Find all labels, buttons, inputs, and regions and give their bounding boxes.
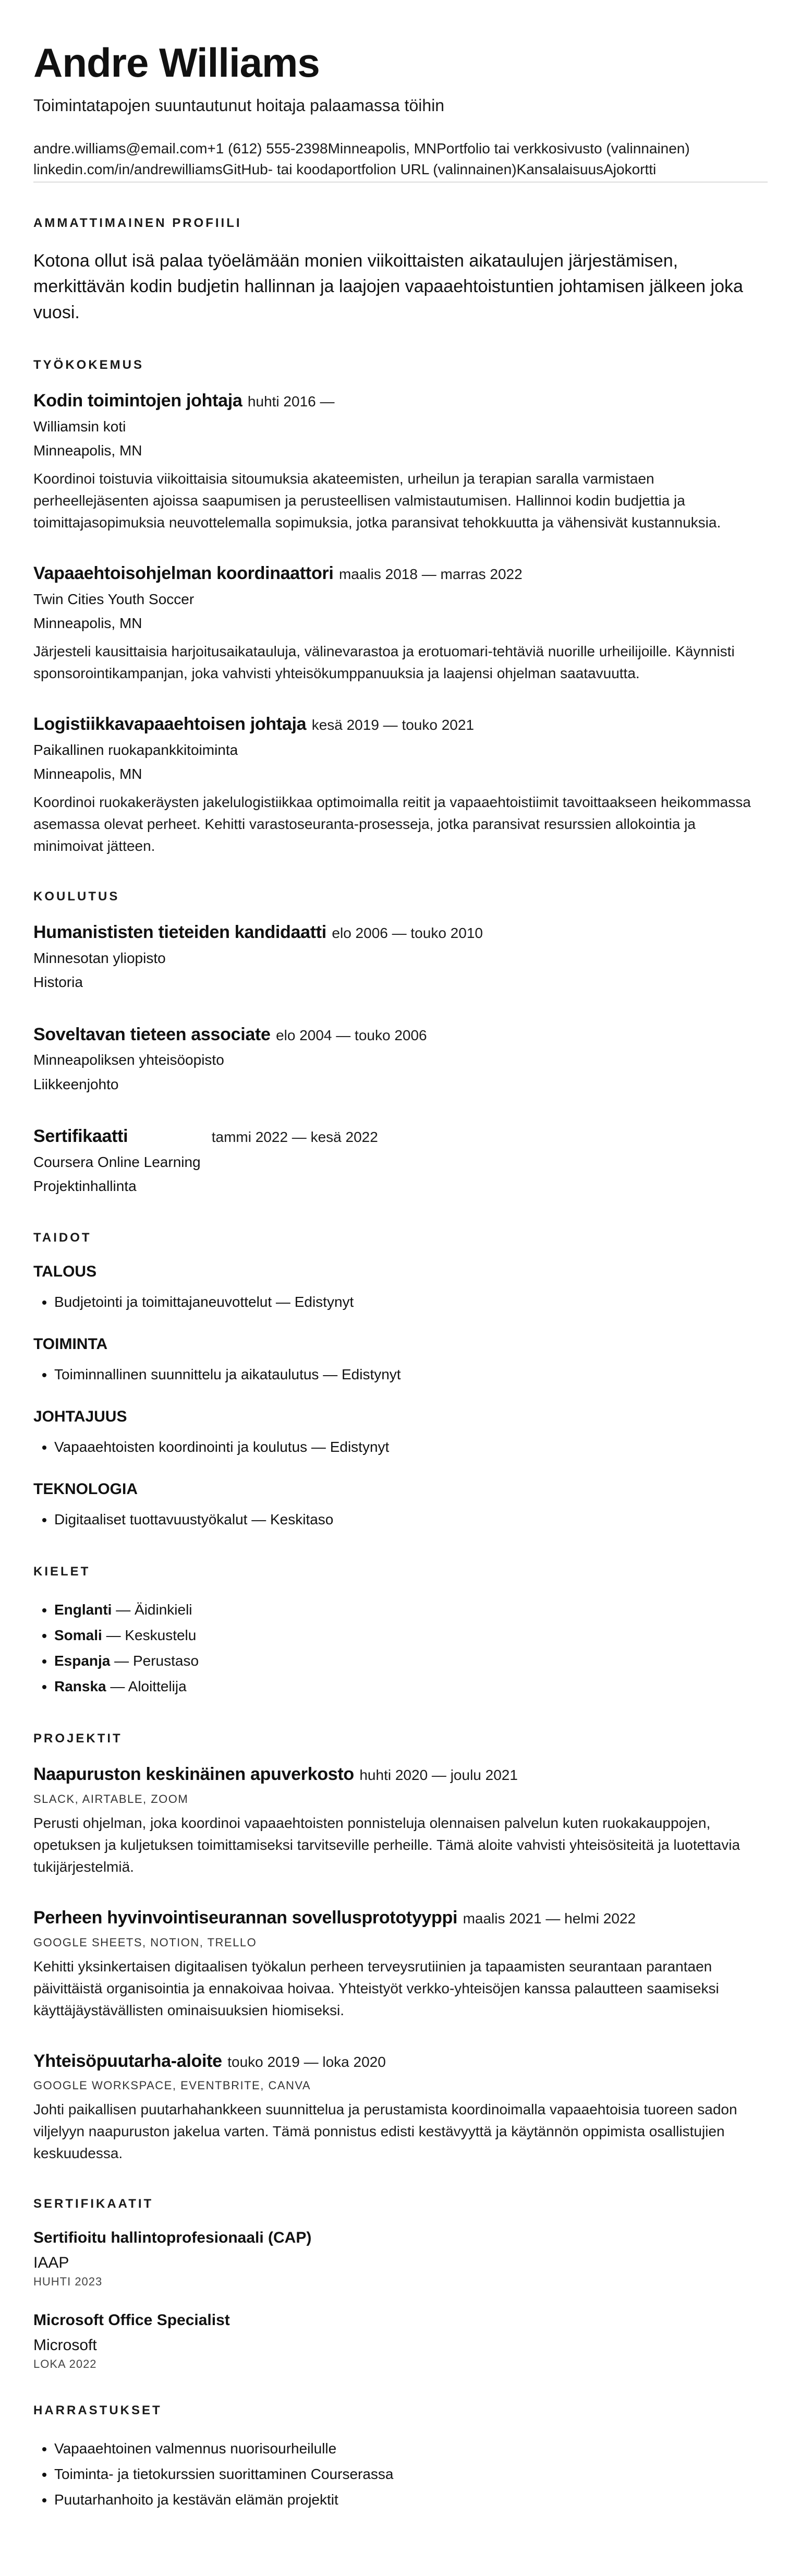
language-item: [54, 1597, 768, 1622]
project-tech: SLACK, AIRTABLE, ZOOM: [33, 1792, 189, 1805]
language-level: — Keskustelu: [102, 1627, 197, 1643]
contact-citizenship: Kansalaisuus: [516, 161, 604, 178]
education-degree: Humanististen tieteiden kandidaatti: [33, 922, 326, 943]
project-description: Johti paikallisen puutarhahankkeen suunnittelua ja perustamista koordinoimalla vapaaehtoisia tuoreen sadon viljelyyn naapuruston jakelua varten. Tämä ponnistus edisti kestävyyttä ja käytännön oppimista osallistujien keskuudessa.: [33, 2101, 737, 2162]
section-title-skills: TAIDOT: [33, 1231, 92, 1245]
language-name: Espanja: [54, 1653, 111, 1669]
language-list: [33, 1597, 768, 1699]
experience-location: Minneapolis, MN: [33, 615, 142, 632]
contact-linkedin[interactable]: linkedin.com/in/andrewilliams: [33, 161, 223, 178]
experience-section: [33, 358, 768, 858]
experience-org: Williamsin koti: [33, 418, 126, 435]
profile-section: [33, 216, 768, 326]
skill-category: TOIMINTA: [33, 1335, 108, 1353]
hobby-item: • Vapaaehtoinen valmennus nuorisourheilulle: [54, 2436, 768, 2461]
certification-issuer: Microsoft: [33, 2337, 97, 2354]
certification-date: LOKA 2022: [33, 2357, 97, 2371]
skill-item: • Budjetointi ja toimittajaneuvottelut — Edistynyt: [54, 1289, 768, 1315]
experience-dates: maalis 2018 — marras 2022: [338, 566, 523, 583]
language-name: Ranska: [54, 1678, 106, 1694]
section-title-experience: TYÖKOKEMUS: [33, 357, 144, 372]
projects-section: [33, 1731, 768, 2164]
section-title-education: KOULUTUS: [33, 889, 120, 904]
education-entry: [33, 922, 768, 994]
hobbies-section: [33, 2403, 768, 2512]
skill-item: • Toiminnallinen suunnittelu ja aikataulutus — Edistynyt: [54, 1362, 768, 1387]
certification-name: Microsoft Office Specialist: [33, 2312, 230, 2329]
skill-group: [33, 1408, 768, 1460]
project-tech: GOOGLE WORKSPACE, EVENTBRITE, CANVA: [33, 2079, 311, 2092]
experience-dates: kesä 2019 — touko 2021: [311, 717, 475, 733]
skill-item: • Digitaaliset tuottavuustyökalut — Keskitaso: [54, 1507, 768, 1532]
project-entry: [33, 1907, 768, 2021]
skill-group: [33, 1335, 768, 1387]
experience-dates: huhti 2016 —: [247, 393, 335, 410]
contact-github[interactable]: GitHub- tai koodaportfolion URL (valinnainen): [222, 161, 517, 178]
project-entry: [33, 1764, 768, 1878]
project-description: Kehitti yksinkertaisen digitaalisen työkalun perheen terveysrutiinien ja tapaamisten seurantaan parantaen päivittäistä organisointia ja ennakoivaa hoivaa. Yhteistyöt verkko-yhteisöjen kanssa palautteen saamiseksi käyttäjäystävällisten ominaisuuksien hiomiseksi.: [33, 1958, 719, 2018]
project-name: Yhteisöpuutarha-aloite: [33, 2051, 222, 2071]
experience-entry: [33, 714, 768, 857]
certification-date: HUHTI 2023: [33, 2275, 103, 2289]
language-level: — Äidinkieli: [112, 1602, 192, 1618]
language-name: Somali: [54, 1627, 102, 1643]
hobby-list: [33, 2436, 768, 2512]
certification-issuer: IAAP: [33, 2254, 69, 2272]
languages-section: [33, 1564, 768, 1699]
project-name: Naapuruston keskinäinen apuverkosto: [33, 1764, 354, 1784]
certification-entry: [33, 2312, 768, 2371]
education-section: [33, 889, 768, 1198]
contact-location: Minneapolis, MN: [327, 140, 437, 157]
project-name: Perheen hyvinvointiseurannan sovellusprototyyppi: [33, 1907, 458, 1928]
education-degree: Soveltavan tieteen associate: [33, 1024, 271, 1044]
project-dates: touko 2019 — loka 2020: [227, 2053, 386, 2070]
education-school: Coursera Online Learning: [33, 1153, 201, 1170]
candidate-name: Andre Williams: [33, 40, 320, 86]
certification-name: Sertifioitu hallintoprofesionaali (CAP): [33, 2229, 312, 2247]
experience-role: Vapaaehtoisohjelman koordinaattori: [33, 563, 334, 584]
candidate-headline: Toimintatapojen suuntautunut hoitaja palaamassa töihin: [33, 95, 445, 115]
header-divider: [33, 182, 768, 183]
project-dates: huhti 2020 — joulu 2021: [359, 1767, 518, 1783]
education-field: Projektinhallinta: [33, 1177, 137, 1194]
language-item: [54, 1648, 768, 1674]
language-name: Englanti: [54, 1602, 112, 1618]
experience-description: Järjesteli kausittaisia harjoitusaikatauluja, välinevarastoa ja erotuomari-tehtäviä nuorille urheilijoille. Käynnisti sponsorointikampanjan, joka vahvisti yhteisökumppanuuksia ja laajensi ohjelman saatavuutta.: [33, 643, 735, 682]
education-dates: elo 2006 — touko 2010: [332, 925, 483, 942]
skill-group: [33, 1480, 768, 1532]
skill-category: JOHTAJUUS: [33, 1408, 127, 1425]
resume-header: [33, 42, 768, 183]
experience-location: Minneapolis, MN: [33, 442, 142, 459]
education-field: Historia: [33, 974, 83, 991]
project-dates: maalis 2021 — helmi 2022: [463, 1910, 636, 1927]
experience-description: Koordinoi ruokakeräysten jakelulogistiikkaa optimoimalla reitit ja vapaaehtoistiimit tavoittaakseen heikommassa asemassa olevat perheet. Kehitti varastoseuranta-prosesseja, jotka paransivat resurssien allokointia ja minimoivat jätteen.: [33, 794, 751, 854]
project-entry: [33, 2051, 768, 2165]
contact-line-1: [33, 138, 768, 160]
experience-role: Kodin toimintojen johtaja: [33, 390, 242, 411]
experience-description: Koordinoi toistuvia viikoittaisia sitoumuksia akateemisten, urheilun ja terapian saralla varmistaen perheellejäsenten ajoissa saapumisen ja perusteellisen valmistautumisen. Hallinnoi kodin budjettia ja toimittajasopimuksia neuvottelemalla sopimuksia, jotka paransivat tehokkuutta ja vähensivät kustannuksia.: [33, 471, 721, 531]
skills-section: [33, 1231, 768, 1532]
contact-license: Ajokortti: [603, 161, 657, 178]
education-dates: tammi 2022 — kesä 2022: [211, 1128, 378, 1145]
education-degree: Sertifikaatti: [33, 1126, 128, 1146]
section-title-profile: AMMATTIMAINEN PROFIILI: [33, 216, 242, 231]
contact-line-2: [33, 159, 768, 180]
language-level: — Perustaso: [110, 1653, 199, 1669]
profile-text: Kotona ollut isä palaa työelämään monien viikoittaisten aikataulujen järjestämisen, merkittävän kodin budjetin hallinnan ja laajojen vapaaehtoistuntien johtamisen jälkeen joka vuosi.: [33, 251, 743, 322]
section-title-hobbies: HARRASTUKSET: [33, 2403, 162, 2418]
hobby-item: • Toiminta- ja tietokurssien suorittaminen Courserassa: [54, 2461, 768, 2487]
section-title-projects: PROJEKTIT: [33, 1731, 123, 1746]
education-dates: elo 2004 — touko 2006: [276, 1027, 427, 1043]
contact-email[interactable]: andre.williams@email.com: [33, 140, 208, 157]
language-level: — Aloittelija: [106, 1678, 187, 1694]
experience-entry: [33, 563, 768, 684]
certification-entry: [33, 2229, 768, 2289]
education-school: Minneapoliksen yhteisöopisto: [33, 1052, 224, 1068]
skill-category: TEKNOLOGIA: [33, 1480, 138, 1498]
project-description: Perusti ohjelman, joka koordinoi vapaaehtoisten ponnisteluja olennaisen palvelun kuten ruokakauppojen, opetuksen ja kuljetuksen toimittamiseksi tarvitseville perheille. Tämä aloite vahvisti yhteisösiteitä ja luotettavia tukijärjestelmiä.: [33, 1814, 741, 1875]
section-title-languages: KIELET: [33, 1564, 91, 1579]
language-item: [54, 1622, 768, 1648]
skill-category: TALOUS: [33, 1263, 97, 1280]
education-entry: [33, 1024, 768, 1097]
experience-entry: [33, 390, 768, 534]
experience-org: Twin Cities Youth Soccer: [33, 591, 195, 607]
education-field: Liikkeenjohto: [33, 1076, 119, 1092]
contact-phone[interactable]: +1 (612) 555-2398: [207, 140, 328, 157]
certifications-section: [33, 2197, 768, 2371]
project-tech: GOOGLE SHEETS, NOTION, TRELLO: [33, 1935, 257, 1949]
contact-portfolio[interactable]: Portfolio tai verkkosivusto (valinnainen): [436, 140, 690, 157]
education-school: Minnesotan yliopisto: [33, 950, 166, 967]
hobby-item: • Puutarhanhoito ja kestävän elämän projektit: [54, 2487, 768, 2512]
skill-group: [33, 1263, 768, 1315]
experience-location: Minneapolis, MN: [33, 766, 142, 783]
experience-role: Logistiikkavapaaehtoisen johtaja: [33, 714, 307, 735]
skill-item: • Vapaaehtoisten koordinointi ja koulutus — Edistynyt: [54, 1434, 768, 1460]
language-item: [54, 1674, 768, 1699]
section-title-certifications: SERTIFIKAATIT: [33, 2197, 154, 2211]
education-entry: [33, 1126, 768, 1198]
experience-org: Paikallinen ruokapankkitoiminta: [33, 742, 238, 759]
